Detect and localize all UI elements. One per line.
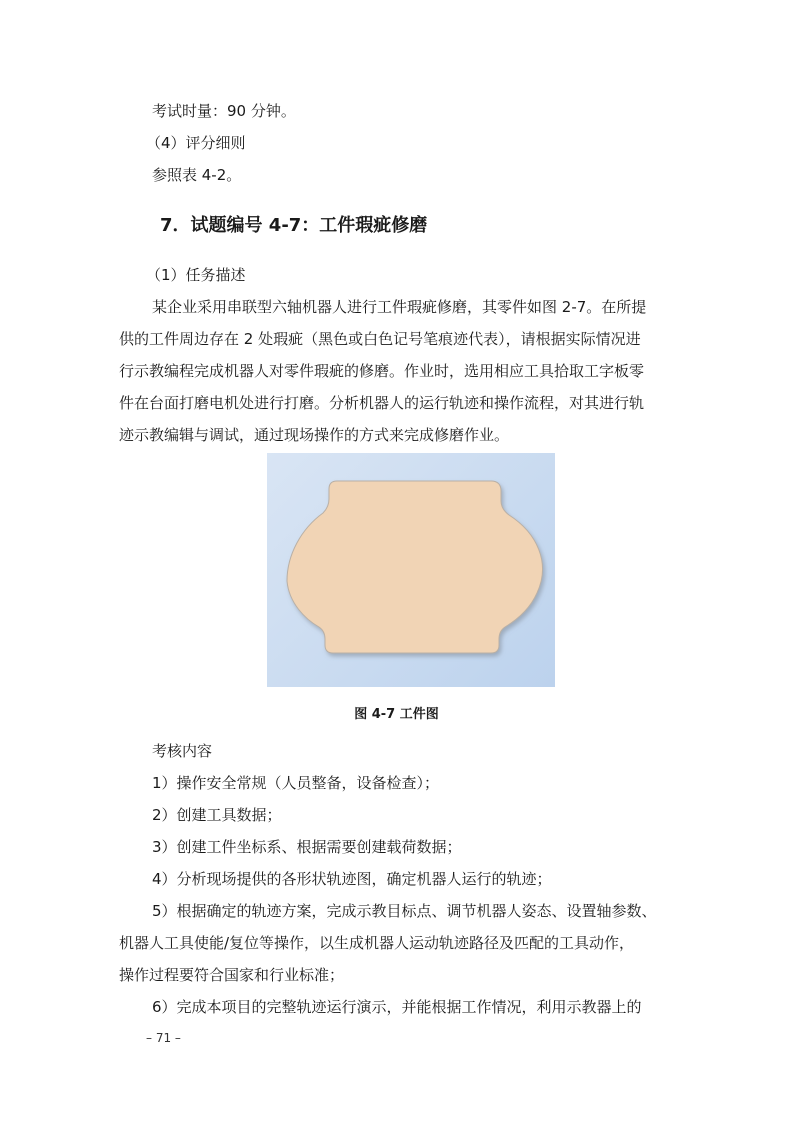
workpiece-image — [267, 453, 555, 687]
workpiece-figure — [267, 453, 555, 687]
task-line: 某企业采用串联型六轴机器人进行工件瑕疵修磨，其零件如图 2-7。在所提 — [152, 298, 647, 316]
scoring-reference: 参照表 4-2。 — [152, 166, 242, 184]
assessment-item: 5）根据确定的轨迹方案，完成示教目标点、调节机器人姿态、设置轴参数、 — [152, 902, 657, 920]
task-line: 行示教编程完成机器人对零件瑕疵的修磨。作业时，选用相应工具拾取工字板零 — [119, 362, 645, 380]
task-line: 件在台面打磨电机处进行打磨。分析机器人的运行轨迹和操作流程，对其进行轨 — [119, 394, 645, 412]
task-line: 供的工件周边存在 2 处瑕疵（黑色或白色记号笔痕迹代表），请根据实际情况进 — [119, 330, 641, 348]
workpiece-part — [287, 481, 542, 653]
assessment-item: 3）创建工件坐标系、根据需要创建载荷数据； — [152, 838, 462, 856]
assessment-item: 1）操作安全常规（人员整备，设备检查）； — [152, 774, 440, 792]
task-heading: （1）任务描述 — [146, 266, 246, 284]
scoring-heading: （4）评分细则 — [146, 134, 246, 152]
assessment-item: 6）完成本项目的完整轨迹运行演示，并能根据工作情况，利用示教器上的 — [152, 998, 642, 1016]
assessment-item: 2）创建工具数据； — [152, 806, 282, 824]
page-number: – 71 – — [146, 1031, 181, 1045]
assessment-item: 4）分析现场提供的各形状轨迹图，确定机器人运行的轨迹； — [152, 870, 552, 888]
figure-caption: 图 4-7 工件图 — [354, 707, 439, 722]
exam-duration: 考试时量：90 分钟。 — [152, 102, 296, 120]
section-title: 7．试题编号 4-7：工件瑕疵修磨 — [160, 215, 428, 236]
task-line: 迹示教编辑与调试，通过现场操作的方式来完成修磨作业。 — [119, 426, 510, 444]
assessment-heading: 考核内容 — [152, 742, 213, 760]
assessment-item: 机器人工具使能/复位等操作，以生成机器人运动轨迹路径及匹配的工具动作， — [119, 934, 635, 952]
assessment-item: 操作过程要符合国家和行业标准； — [119, 966, 345, 984]
